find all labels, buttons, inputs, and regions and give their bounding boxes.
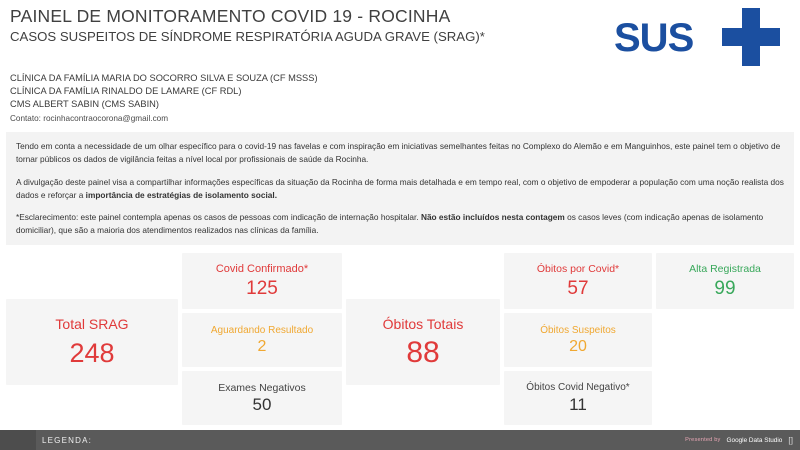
metric-value: 11 xyxy=(569,395,587,415)
metric-card-covid-confirmado[interactable] xyxy=(182,253,342,309)
metric-card-aguardando-resultado[interactable] xyxy=(182,313,342,367)
description-paragraph-3-emphasis: Não estão incluídos nesta contagem xyxy=(420,212,565,223)
description-paragraph-3-text-a: *Esclarecimento: este painel contempla apenas os casos de pessoas com indicação de internação hospitalar. xyxy=(16,212,421,223)
clinics-list xyxy=(10,72,318,124)
metric-card-obitos-suspeitos[interactable] xyxy=(504,313,652,367)
metric-label: Aguardando Resultado xyxy=(210,324,314,336)
metric-card-exames-negativos[interactable] xyxy=(182,371,342,425)
metric-label: Óbitos por Covid* xyxy=(536,263,620,276)
sus-logo xyxy=(606,6,786,68)
dashboard-footer xyxy=(0,430,800,450)
brackets-icon: [ ] xyxy=(788,435,792,445)
metric-label: Óbitos Covid Negativo* xyxy=(526,382,630,394)
cross-horizontal-bar xyxy=(722,28,780,46)
metric-label: Óbitos Totais xyxy=(382,315,464,332)
legend-label: LEGENDA: xyxy=(42,435,93,445)
metric-value: 99 xyxy=(714,277,736,299)
description-paragraph-1: Tendo em conta a necessidade de um olhar específico para o covid-19 nas favelas e com inspiração em iniciativas semelhantes feitas no Complexo do Alemão e em Manguinhos, este painel tem o objetivo de tornar públicos os dados de vigilância feitas a nível local por profissionais de saúde da Rocinha. xyxy=(16,141,781,164)
metric-value: 125 xyxy=(246,278,278,300)
metric-card-obitos-totais[interactable] xyxy=(346,299,500,385)
metrics-grid xyxy=(6,253,794,433)
description-paragraph-3 xyxy=(16,211,784,237)
metric-value: 88 xyxy=(406,335,440,369)
description-panel xyxy=(6,132,794,245)
metric-label: Covid Confirmado* xyxy=(215,262,309,275)
metric-card-total-srag[interactable] xyxy=(6,299,178,385)
metric-value: 2 xyxy=(257,337,267,355)
metric-card-alta-registrada[interactable] xyxy=(656,253,794,309)
description-paragraph-2-emphasis: importância de estratégias de isolamento social. xyxy=(85,189,277,200)
page-title: PAINEL DE MONITORAMENTO COVID 19 - ROCINHA xyxy=(10,6,451,26)
description-paragraph-3-text-b: os casos leves (com indicação apenas de isolamento domiciliar), que são a maioria dos atendimentos realizados nas clínicas da família. xyxy=(16,212,764,236)
presented-by-label: Presented by xyxy=(685,437,721,443)
product-name: Google Data Studio xyxy=(726,436,783,444)
metric-label: Exames Negativos xyxy=(218,381,306,394)
medical-cross-icon xyxy=(722,8,780,66)
footer-left-strip xyxy=(0,430,36,450)
metric-card-obitos-covid-negativo[interactable] xyxy=(504,371,652,425)
sus-logo-text: SUS xyxy=(614,16,694,60)
description-paragraph-2-text: A divulgação deste painel visa a compartilhar informações específicas da situação da Rocinha de forma mais detalhada e em tempo real, com o objetivo de empoderar a população com uma noção realista dos dados e reforçar a xyxy=(16,176,784,200)
metric-label: Total SRAG xyxy=(55,316,129,333)
clinic-line-3: CMS ALBERT SABIN (CMS SABIN) xyxy=(10,99,159,110)
metric-label: Alta Registrada xyxy=(689,263,761,276)
metric-value: 20 xyxy=(569,337,587,355)
metric-value: 50 xyxy=(252,395,272,415)
description-paragraph-2 xyxy=(16,176,784,202)
data-studio-attribution[interactable] xyxy=(685,436,792,445)
clinic-line-1: CLÍNICA DA FAMÍLIA MARIA DO SOCORRO SILVA E SOUZA (CF MSSS) xyxy=(10,73,318,83)
metric-value: 57 xyxy=(567,277,589,299)
page-subtitle: CASOS SUSPEITOS DE SÍNDROME RESPIRATÓRIA AGUDA GRAVE (SRAG)* xyxy=(10,29,485,45)
metric-label: Óbitos Suspeitos xyxy=(540,324,616,336)
metric-card-obitos-por-covid[interactable] xyxy=(504,253,652,309)
contact-email: Contato: rocinhacontraocorona@gmail.com xyxy=(10,113,169,123)
clinic-line-2: CLÍNICA DA FAMÍLIA RINALDO DE LAMARE (CF RDL) xyxy=(10,86,242,97)
metric-value: 248 xyxy=(69,338,115,369)
